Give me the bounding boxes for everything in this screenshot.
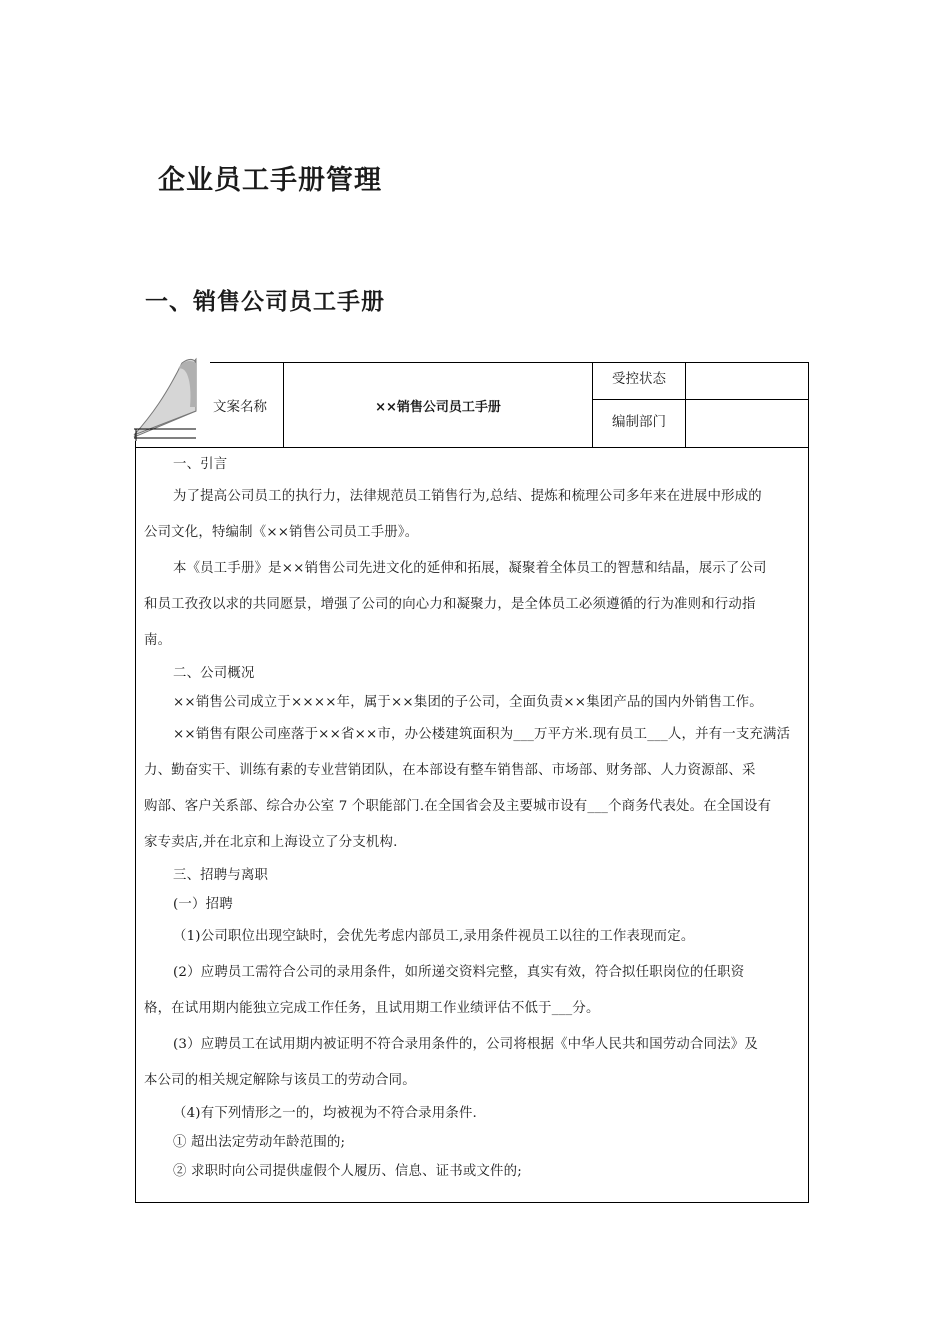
list-item: ① 超出法定劳动年龄范围的; [173,1135,346,1150]
handbook-body [144,450,802,1186]
paragraph-line: 和员工孜孜以求的共同愿景，增强了公司的向心力和凝聚力，是全体员工必须遵循的行为准则和行动指 [144,597,756,612]
page-curl-icon [130,355,210,441]
list-item: 本公司的相关规定解除与该员工的劳动合同。 [144,1073,416,1088]
heading-company-overview: 二、公司概况 [173,666,255,681]
heading-recruitment-resignation: 三、招聘与离职 [173,868,269,883]
list-item: (3）应聘员工在试用期内被证明不符合录用条件的，公司将根据《中华人民共和国劳动合同法》及 [173,1037,758,1052]
editing-dept-label: 编制部门 [612,413,666,430]
heading-introduction: 一、引言 [173,457,228,472]
list-item: (2）应聘员工需符合公司的录用条件，如所递交资料完整，真实有效，符合拟任职岗位的任职资 [173,965,745,980]
paragraph-line: 力、勤奋实干、训练有素的专业营销团队，在本部设有整车销售部、市场部、财务部、人力资源部、采 [144,763,756,778]
paragraph-line: ××销售有限公司座落于××省××市，办公楼建筑面积为___万平方米.现有员工___人，并有一支充满活 [173,727,791,742]
paragraph-line: 家专卖店,并在北京和上海设立了分支机构. [144,835,398,850]
control-status-value [686,362,809,399]
subheading-recruitment: (一）招聘 [173,897,233,912]
list-item: ② 求职时向公司提供虚假个人履历、信息、证书或文件的; [173,1164,522,1179]
doc-name-value: ××销售公司员工手册 [375,399,501,415]
list-item: （4)有下列情形之一的，均被视为不符合录用条件. [173,1106,478,1121]
list-item: 格，在试用期内能独立完成工作任务，且试用期工作业绩评估不低于___分。 [144,1001,600,1016]
section-heading: 一、销售公司员工手册 [145,289,385,315]
doc-name-label: 文案名称 [213,399,267,415]
control-status-label: 受控状态 [612,371,666,387]
paragraph-line: 为了提高公司员工的执行力，法律规范员工销售行为,总结、提炼和梳理公司多年来在进展中形成的 [173,489,762,504]
paragraph-line: 公司文化，特编制《××销售公司员工手册》。 [144,525,419,540]
paragraph-line: 南。 [144,633,172,648]
paragraph-line: 本《员工手册》是××销售公司先进文化的延伸和拓展，凝聚着全体员工的智慧和结晶，展示了公司 [173,561,767,576]
editing-dept-value [686,400,809,447]
document-title: 企业员工手册管理 [158,165,382,196]
list-item: （1)公司职位出现空缺时，会优先考虑内部员工,录用条件视员工以往的工作表现而定。 [173,929,695,944]
paragraph-line: 购部、客户关系部、综合办公室 7 个职能部门.在全国省会及主要城市设有___个商务代表处。在全国设有 [144,799,772,814]
paragraph-line: ××销售公司成立于××××年，属于××集团的子公司，全面负责××集团产品的国内外销售工作。 [173,695,763,710]
